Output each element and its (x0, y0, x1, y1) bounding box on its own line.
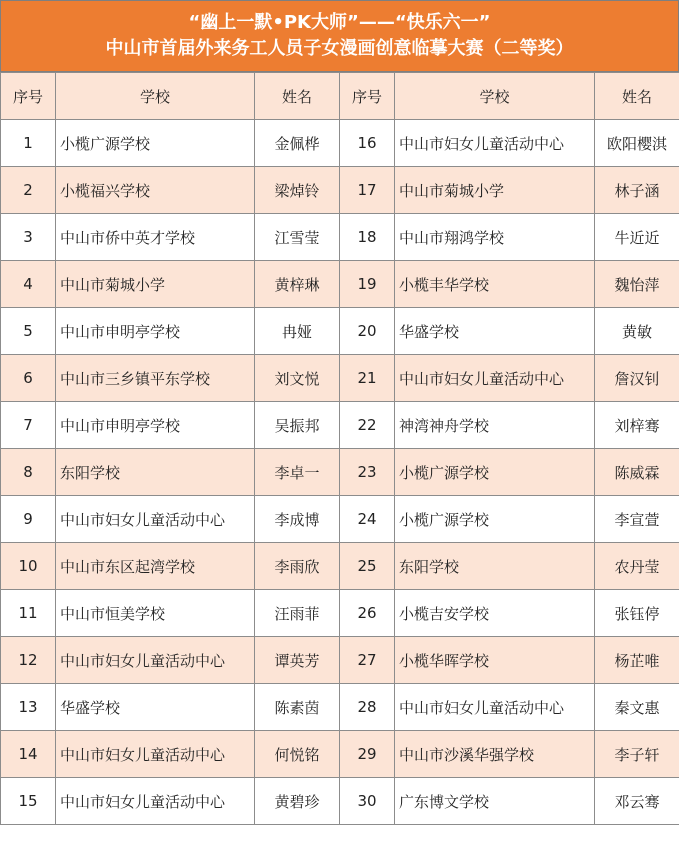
entry-number: 4 (1, 261, 56, 308)
table-body (1, 120, 679, 825)
entry-number: 26 (340, 590, 395, 637)
entry-number: 9 (1, 496, 56, 543)
entry-number: 24 (340, 496, 395, 543)
entry-student-name: 黄梓琳 (255, 261, 340, 308)
entry-number: 1 (1, 120, 56, 167)
entry-student-name: 杨芷唯 (595, 637, 679, 684)
entry-number: 13 (1, 684, 56, 731)
entry-student-name: 何悦铭 (255, 731, 340, 778)
entry-school: 中山市侨中英才学校 (56, 214, 255, 261)
entry-number: 28 (340, 684, 395, 731)
entry-number: 6 (1, 355, 56, 402)
entry-school: 中山市妇女儿童活动中心 (56, 637, 255, 684)
entry-school: 中山市翔鸿学校 (395, 214, 595, 261)
entry-school: 中山市妇女儿童活动中心 (56, 496, 255, 543)
table-row (1, 449, 679, 496)
entry-school: 小榄吉安学校 (395, 590, 595, 637)
entry-number: 25 (340, 543, 395, 590)
entry-school: 华盛学校 (395, 308, 595, 355)
entry-student-name: 吴振邦 (255, 402, 340, 449)
entry-number: 8 (1, 449, 56, 496)
entry-school: 中山市菊城小学 (395, 167, 595, 214)
entry-student-name: 江雪莹 (255, 214, 340, 261)
entry-school: 中山市妇女儿童活动中心 (395, 684, 595, 731)
entry-student-name: 黄敏 (595, 308, 679, 355)
entry-student-name: 梁焯铃 (255, 167, 340, 214)
entry-school: 小榄福兴学校 (56, 167, 255, 214)
entry-student-name: 张钰停 (595, 590, 679, 637)
title-line-2: 中山市首届外来务工人员子女漫画创意临摹大赛（二等奖） (105, 38, 574, 59)
table-row (1, 590, 679, 637)
entry-student-name: 李成博 (255, 496, 340, 543)
entry-number: 23 (340, 449, 395, 496)
table-row (1, 731, 679, 778)
table-row (1, 214, 679, 261)
table-row (1, 637, 679, 684)
entry-school: 华盛学校 (56, 684, 255, 731)
table-row (1, 355, 679, 402)
entry-school: 小榄丰华学校 (395, 261, 595, 308)
entry-number: 18 (340, 214, 395, 261)
entry-number: 10 (1, 543, 56, 590)
award-table (0, 72, 679, 825)
entry-school: 中山市妇女儿童活动中心 (56, 731, 255, 778)
table-row (1, 120, 679, 167)
entry-school: 广东博文学校 (395, 778, 595, 825)
entry-school: 中山市沙溪华强学校 (395, 731, 595, 778)
entry-school: 神湾神舟学校 (395, 402, 595, 449)
entry-number: 27 (340, 637, 395, 684)
entry-school: 小榄广源学校 (56, 120, 255, 167)
entry-student-name: 刘梓骞 (595, 402, 679, 449)
entry-school: 中山市妇女儿童活动中心 (395, 120, 595, 167)
entry-school: 中山市恒美学校 (56, 590, 255, 637)
entry-student-name: 农丹莹 (595, 543, 679, 590)
entry-student-name: 魏怡萍 (595, 261, 679, 308)
entry-student-name: 邓云骞 (595, 778, 679, 825)
table-row (1, 778, 679, 825)
entry-number: 29 (340, 731, 395, 778)
entry-number: 5 (1, 308, 56, 355)
entry-student-name: 欧阳樱淇 (595, 120, 679, 167)
entry-student-name: 李雨欣 (255, 543, 340, 590)
header-name-right: 姓名 (595, 73, 679, 120)
table-row (1, 543, 679, 590)
title-banner (0, 0, 679, 72)
header-school-left: 学校 (56, 73, 255, 120)
entry-student-name: 陈素茵 (255, 684, 340, 731)
entry-number: 14 (1, 731, 56, 778)
entry-school: 小榄广源学校 (395, 449, 595, 496)
entry-number: 12 (1, 637, 56, 684)
entry-school: 小榄广源学校 (395, 496, 595, 543)
entry-school: 中山市三乡镇平东学校 (56, 355, 255, 402)
entry-school: 中山市东区起湾学校 (56, 543, 255, 590)
title-line-1: “幽上一默•PK大师”——“快乐六一” (188, 12, 491, 33)
entry-school: 中山市妇女儿童活动中心 (395, 355, 595, 402)
entry-student-name: 李子轩 (595, 731, 679, 778)
entry-number: 2 (1, 167, 56, 214)
entry-number: 16 (340, 120, 395, 167)
entry-school: 中山市申明亭学校 (56, 402, 255, 449)
header-school-right: 学校 (395, 73, 595, 120)
entry-school: 小榄华晖学校 (395, 637, 595, 684)
header-row (1, 73, 679, 120)
entry-number: 11 (1, 590, 56, 637)
table-row (1, 261, 679, 308)
entry-student-name: 林子涵 (595, 167, 679, 214)
entry-number: 17 (340, 167, 395, 214)
entry-number: 21 (340, 355, 395, 402)
entry-student-name: 詹汉钊 (595, 355, 679, 402)
entry-student-name: 陈威霖 (595, 449, 679, 496)
entry-school: 东阳学校 (395, 543, 595, 590)
entry-number: 3 (1, 214, 56, 261)
entry-number: 7 (1, 402, 56, 449)
entry-student-name: 黄碧珍 (255, 778, 340, 825)
entry-student-name: 刘文悦 (255, 355, 340, 402)
entry-student-name: 汪雨菲 (255, 590, 340, 637)
entry-student-name: 谭英芳 (255, 637, 340, 684)
entry-number: 20 (340, 308, 395, 355)
entry-school: 中山市申明亭学校 (56, 308, 255, 355)
entry-student-name: 牛近近 (595, 214, 679, 261)
header-no-right: 序号 (340, 73, 395, 120)
table-row (1, 308, 679, 355)
entry-number: 19 (340, 261, 395, 308)
table-row (1, 167, 679, 214)
entry-number: 22 (340, 402, 395, 449)
entry-number: 30 (340, 778, 395, 825)
table-row (1, 684, 679, 731)
entry-school: 中山市妇女儿童活动中心 (56, 778, 255, 825)
header-no-left: 序号 (1, 73, 56, 120)
table-row (1, 496, 679, 543)
entry-student-name: 秦文惠 (595, 684, 679, 731)
entry-school: 东阳学校 (56, 449, 255, 496)
table-row (1, 402, 679, 449)
entry-number: 15 (1, 778, 56, 825)
entry-school: 中山市菊城小学 (56, 261, 255, 308)
entry-student-name: 金佩桦 (255, 120, 340, 167)
entry-student-name: 李卓一 (255, 449, 340, 496)
entry-student-name: 冉娅 (255, 308, 340, 355)
header-name-left: 姓名 (255, 73, 340, 120)
entry-student-name: 李宣萱 (595, 496, 679, 543)
